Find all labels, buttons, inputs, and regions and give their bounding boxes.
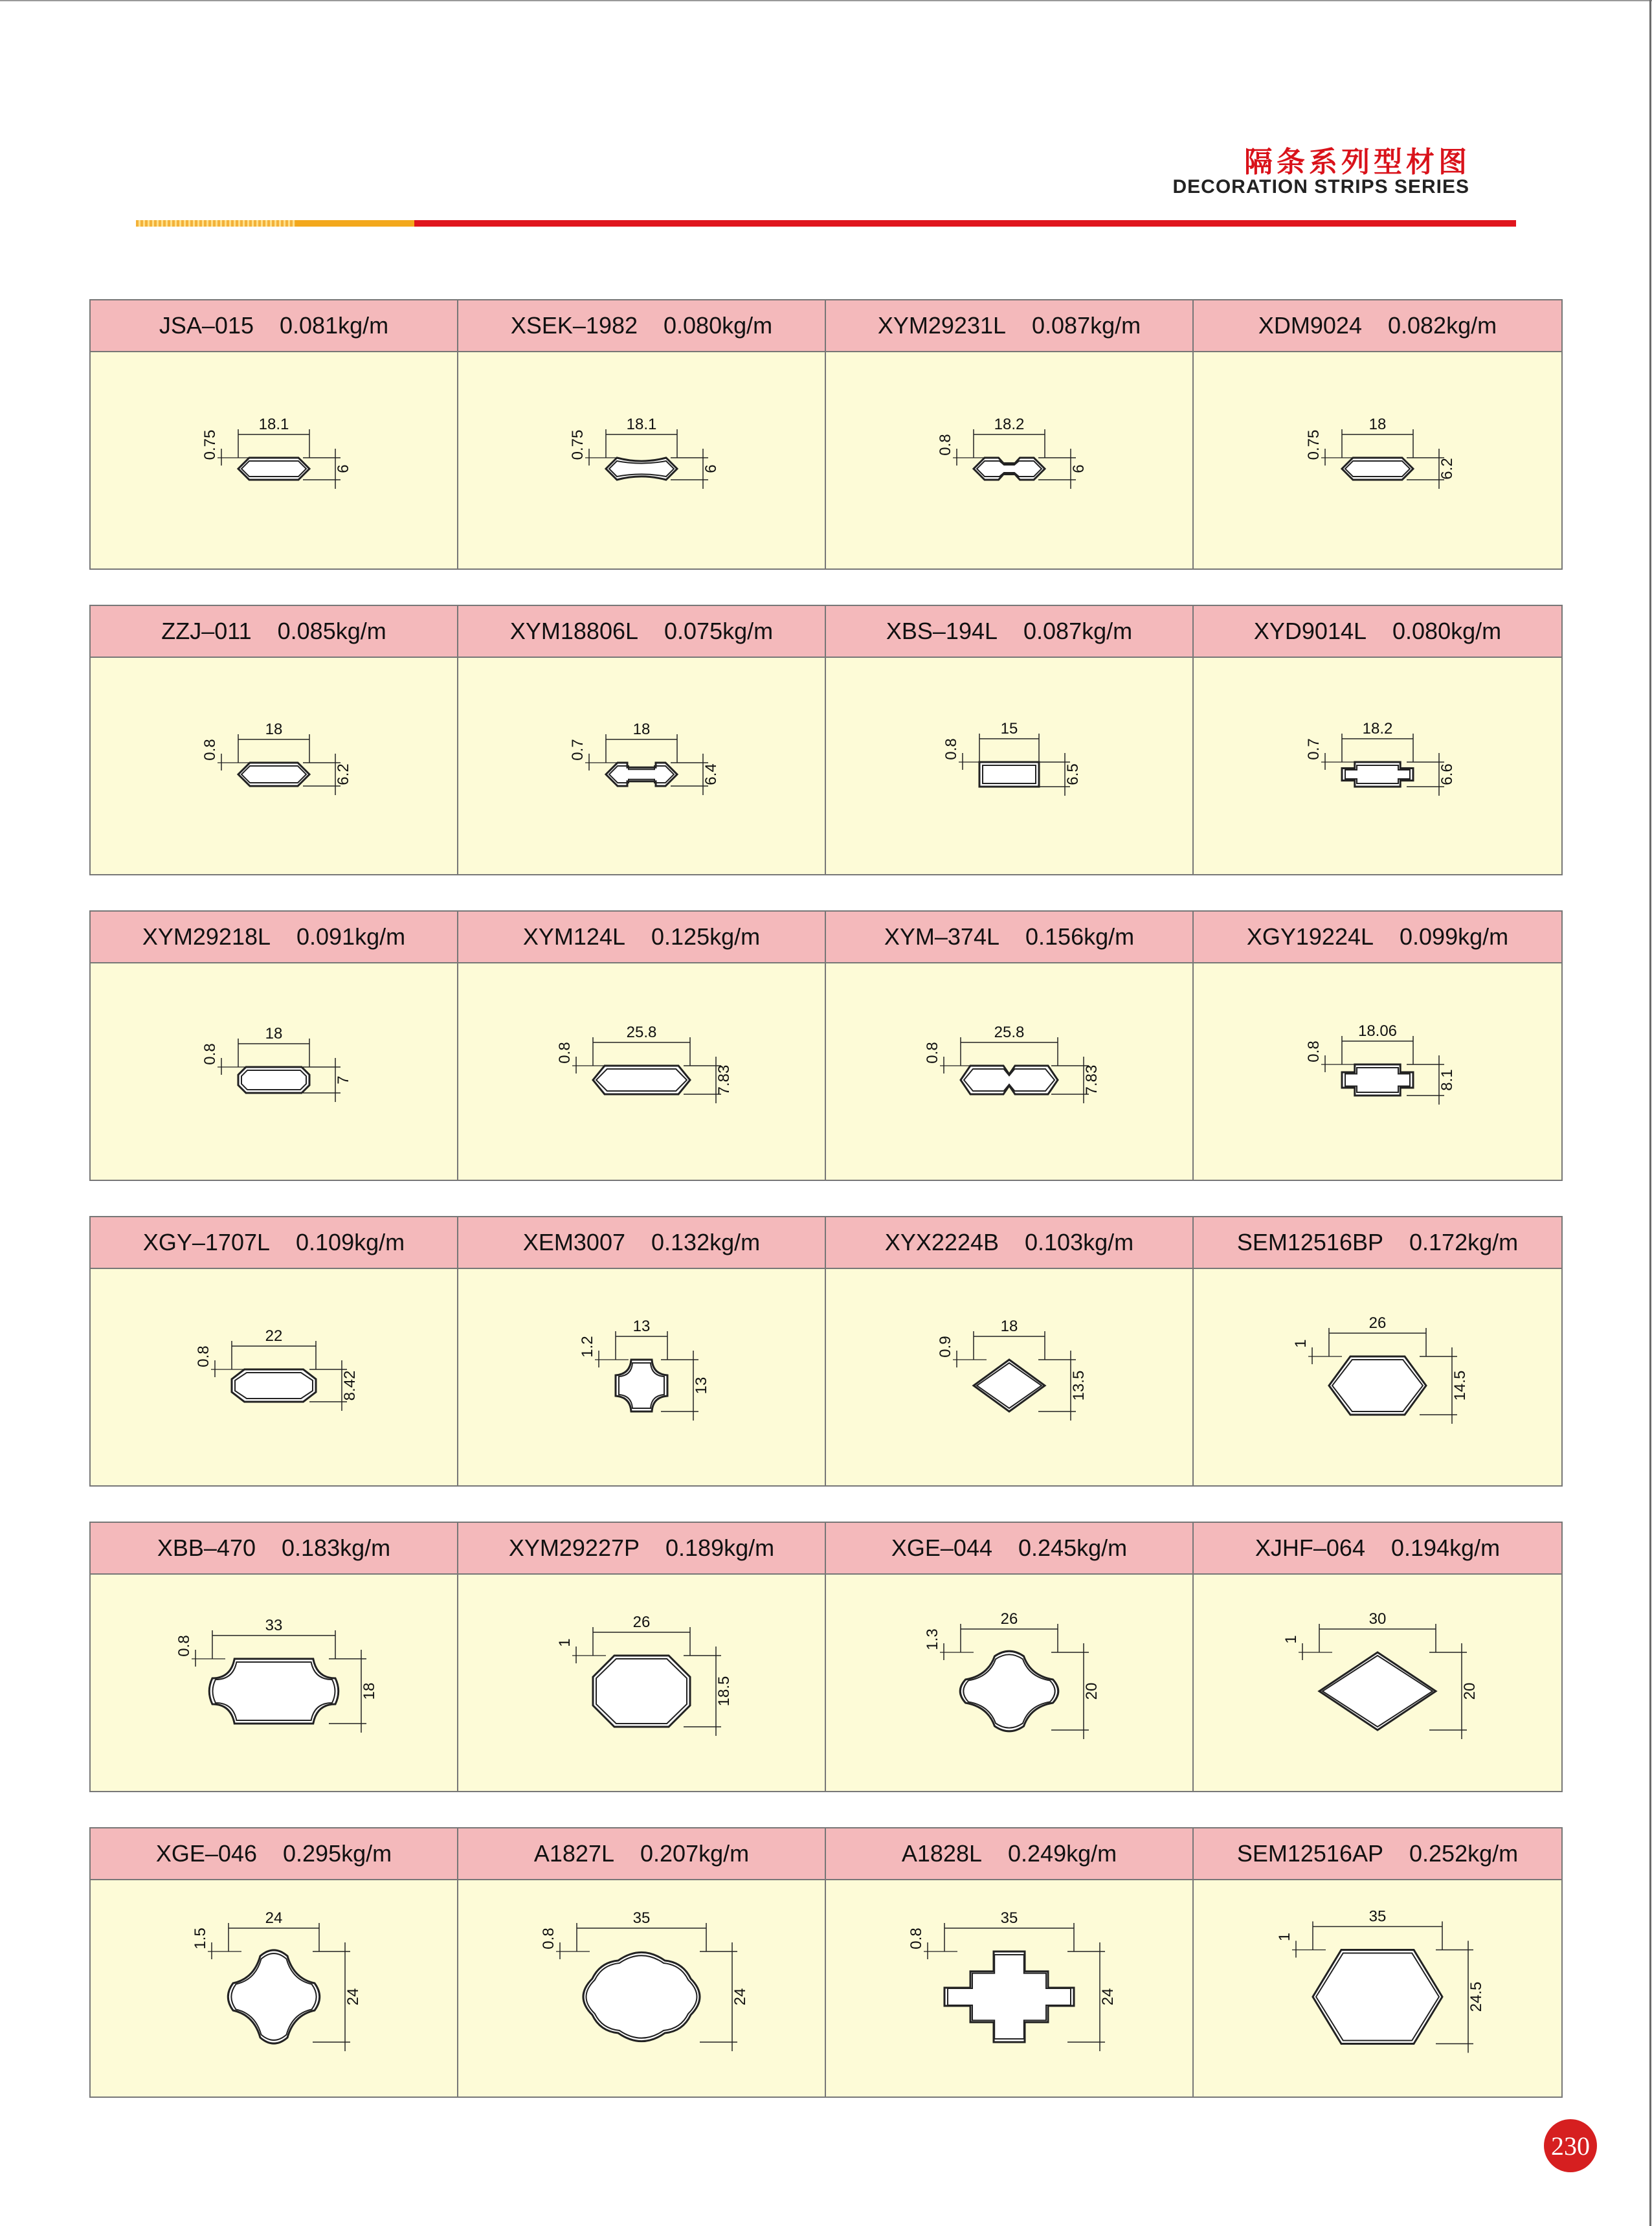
profile-outline <box>960 1651 1058 1731</box>
height-label: 18 <box>361 1682 378 1700</box>
wall-label: 0.8 <box>556 1042 574 1064</box>
profile-header <box>826 300 1192 352</box>
profile-header <box>826 1217 1192 1269</box>
height-label: 13.5 <box>1070 1370 1088 1401</box>
profile-code: XBS–194L <box>886 618 998 644</box>
profile-weight: 0.081kg/m <box>280 312 389 339</box>
profile-drawing-area <box>91 963 457 1180</box>
profile-weight: 0.109kg/m <box>296 1229 405 1255</box>
profile-code: XEM3007 <box>522 1229 625 1255</box>
profile-cell <box>458 1217 826 1485</box>
profile-drawing-area <box>1194 1575 1561 1791</box>
profile-cell <box>1194 1828 1561 2097</box>
profile-drawing-area <box>826 1880 1192 2097</box>
profile-header <box>91 1828 457 1880</box>
width-label: 35 <box>632 1909 651 1927</box>
profile-drawing-area <box>1194 1880 1561 2097</box>
profile-drawing <box>91 963 457 1180</box>
profile-header <box>826 1828 1192 1880</box>
profile-cell <box>458 606 826 874</box>
width-label: 18.2 <box>1362 720 1393 737</box>
profile-outline <box>616 1360 667 1411</box>
profile-header <box>826 606 1192 658</box>
height-label: 6.5 <box>1064 763 1082 785</box>
width-label: 24 <box>265 1909 283 1927</box>
header-rule-gold <box>295 220 414 227</box>
height-label: 7 <box>335 1075 352 1085</box>
width-label: 25.8 <box>626 1024 657 1041</box>
profile-drawing <box>1194 658 1561 874</box>
wall-label: 0.8 <box>943 738 960 760</box>
width-label: 18 <box>265 721 283 738</box>
profile-header <box>1194 300 1561 352</box>
profile-weight: 0.245kg/m <box>1018 1535 1128 1561</box>
profile-cell <box>826 1523 1194 1791</box>
wall-label: 1 <box>1292 1339 1310 1348</box>
width-label: 30 <box>1368 1610 1387 1628</box>
profile-header <box>458 1217 825 1269</box>
profile-cell <box>91 1523 458 1791</box>
profile-header <box>458 1828 825 1880</box>
width-label: 35 <box>1368 1907 1387 1926</box>
profile-code: XYX2224B <box>884 1229 999 1255</box>
profile-drawing <box>91 658 457 874</box>
profile-drawing-area <box>826 963 1192 1180</box>
profile-weight: 0.087kg/m <box>1032 312 1141 339</box>
profile-weight: 0.080kg/m <box>1392 618 1502 644</box>
profile-weight: 0.125kg/m <box>651 923 761 950</box>
width-label: 26 <box>1000 1610 1018 1628</box>
profile-code: ZZJ–011 <box>161 618 252 644</box>
profile-cell <box>1194 1217 1561 1485</box>
height-label: 14.5 <box>1451 1370 1469 1401</box>
profile-drawing <box>826 1575 1192 1791</box>
height-label: 8.1 <box>1438 1069 1456 1091</box>
profile-outline <box>1319 1652 1436 1730</box>
profile-code: XYM124L <box>522 923 625 950</box>
height-label: 18.5 <box>715 1676 733 1707</box>
profile-weight: 0.082kg/m <box>1387 312 1497 339</box>
height-label: 20 <box>1083 1682 1100 1700</box>
profile-drawing-area <box>91 1269 457 1485</box>
profile-code: XYD9014L <box>1253 618 1367 644</box>
profile-drawing-area <box>91 1575 457 1791</box>
profile-code: XGY–1707L <box>142 1229 271 1255</box>
profile-outline <box>593 1066 690 1094</box>
height-label: 24.5 <box>1468 1981 1485 2012</box>
profile-header <box>826 912 1192 963</box>
profile-drawing <box>826 658 1192 874</box>
width-label: 18 <box>1000 1318 1018 1335</box>
width-label: 18.1 <box>626 416 657 433</box>
width-label: 25.8 <box>994 1024 1025 1041</box>
height-label: 6.4 <box>702 763 720 785</box>
profile-cell <box>91 912 458 1180</box>
profile-header <box>1194 912 1561 963</box>
wall-label: 0.7 <box>569 739 586 761</box>
profile-drawing-area <box>458 1269 825 1485</box>
height-label: 6 <box>335 464 352 473</box>
width-label: 18.1 <box>258 416 289 433</box>
profile-header <box>1194 606 1561 658</box>
height-label: 6.2 <box>335 763 352 785</box>
profile-weight: 0.075kg/m <box>664 618 774 644</box>
profile-drawing-area <box>826 658 1192 874</box>
profile-drawing <box>1194 1269 1561 1485</box>
width-label: 26 <box>1368 1314 1387 1332</box>
profile-code: XGE–046 <box>155 1840 257 1867</box>
profile-outline <box>961 1066 1058 1094</box>
width-label: 35 <box>1000 1909 1018 1927</box>
profile-cell <box>1194 300 1561 568</box>
profile-drawing <box>91 1269 457 1485</box>
profile-weight: 0.099kg/m <box>1400 923 1509 950</box>
profile-row <box>89 1827 1563 2098</box>
width-label: 22 <box>265 1327 283 1345</box>
width-label: 26 <box>632 1613 651 1631</box>
profile-drawing-area <box>91 658 457 874</box>
profile-cell <box>826 606 1194 874</box>
profile-drawing <box>1194 1880 1561 2097</box>
profile-drawing <box>91 352 457 568</box>
profile-code: XYM29218L <box>142 923 271 950</box>
profile-weight: 0.156kg/m <box>1025 923 1135 950</box>
wall-label: 1 <box>1276 1932 1293 1942</box>
profile-code: XDM9024 <box>1258 312 1362 339</box>
profile-drawing <box>1194 1575 1561 1791</box>
profile-weight: 0.183kg/m <box>282 1535 391 1561</box>
profile-drawing-area <box>826 1269 1192 1485</box>
height-label: 8.42 <box>341 1370 359 1401</box>
wall-label: 1.2 <box>579 1336 596 1358</box>
profile-header <box>1194 1217 1561 1269</box>
header-rule-red <box>414 220 1516 227</box>
height-label: 24 <box>1099 1988 1117 2006</box>
profile-code: XYM–374L <box>884 923 999 950</box>
width-label: 18.2 <box>994 416 1025 433</box>
profile-weight: 0.207kg/m <box>640 1840 750 1867</box>
profile-cell <box>91 1828 458 2097</box>
height-label: 24 <box>731 1988 749 2006</box>
profile-cell <box>91 1217 458 1485</box>
wall-label: 0.75 <box>1305 429 1323 460</box>
profile-weight: 0.085kg/m <box>277 618 386 644</box>
profile-drawing-area <box>458 1880 825 2097</box>
profile-cell <box>458 1828 826 2097</box>
wall-label: 0.8 <box>201 739 219 761</box>
profile-weight: 0.103kg/m <box>1025 1229 1134 1255</box>
page-title-english: DECORATION STRIPS SERIES <box>1172 176 1469 197</box>
wall-label: 0.7 <box>1305 738 1323 760</box>
profile-drawing <box>1194 352 1561 568</box>
profile-weight: 0.252kg/m <box>1409 1840 1519 1867</box>
wall-label: 0.8 <box>201 1043 219 1065</box>
profile-header <box>91 912 457 963</box>
profile-row <box>89 605 1563 875</box>
header-rule-dotted <box>136 220 295 227</box>
profile-header <box>458 1523 825 1575</box>
profile-weight: 0.091kg/m <box>296 923 406 950</box>
profile-code: XJHF–064 <box>1255 1535 1365 1561</box>
profile-header <box>826 1523 1192 1575</box>
profile-weight: 0.249kg/m <box>1008 1840 1117 1867</box>
page-right-border <box>1649 0 1651 2226</box>
profile-drawing <box>458 352 825 568</box>
wall-label: 0.8 <box>908 1928 925 1950</box>
profile-code: SEM12516AP <box>1236 1840 1384 1867</box>
page-top-border <box>0 0 1652 1</box>
profile-drawing <box>1194 963 1561 1180</box>
profile-drawing <box>91 1575 457 1791</box>
profile-drawing <box>458 1880 825 2097</box>
profile-drawing-area <box>458 1575 825 1791</box>
profile-header <box>1194 1828 1561 1880</box>
profile-drawing <box>458 1575 825 1791</box>
wall-label: 1.5 <box>192 1928 209 1950</box>
height-label: 7.83 <box>1083 1064 1100 1096</box>
height-label: 7.83 <box>715 1064 733 1096</box>
profile-weight: 0.194kg/m <box>1390 1535 1501 1561</box>
width-label: 15 <box>1000 720 1018 737</box>
profile-header <box>458 912 825 963</box>
profile-outline <box>1313 1950 1442 2044</box>
width-label: 18 <box>1368 416 1387 433</box>
width-label: 18 <box>632 721 651 738</box>
wall-label: 0.8 <box>540 1928 557 1950</box>
profile-header <box>1194 1523 1561 1575</box>
profile-drawing <box>458 963 825 1180</box>
profile-drawing-area <box>91 1880 457 2097</box>
profile-drawing-area <box>826 1575 1192 1791</box>
profile-cell <box>91 606 458 874</box>
height-label: 20 <box>1461 1682 1479 1700</box>
profile-drawing-area <box>458 352 825 568</box>
profile-drawing-area <box>1194 963 1561 1180</box>
height-label: 6 <box>702 464 720 473</box>
profile-header <box>91 300 457 352</box>
profile-weight: 0.080kg/m <box>664 312 773 339</box>
profile-row <box>89 1216 1563 1487</box>
profile-drawing <box>826 1880 1192 2097</box>
profile-drawing-area <box>1194 352 1561 568</box>
profile-outline <box>944 1951 1074 2042</box>
profile-drawing-area <box>1194 658 1561 874</box>
profile-outline <box>974 1360 1045 1411</box>
profile-row <box>89 1522 1563 1792</box>
profile-cell <box>458 300 826 568</box>
profile-drawing-area <box>1194 1269 1561 1485</box>
profile-row <box>89 299 1563 570</box>
profile-cell <box>826 912 1194 1180</box>
width-label: 18.06 <box>1357 1022 1398 1040</box>
profile-outline <box>1329 1356 1426 1415</box>
profile-code: XGY19224L <box>1246 923 1374 950</box>
profile-code: A1828L <box>901 1840 982 1867</box>
profile-weight: 0.132kg/m <box>651 1229 761 1255</box>
profile-code: XGE–044 <box>891 1535 992 1561</box>
profile-cell <box>1194 606 1561 874</box>
profile-cell <box>458 912 826 1180</box>
profile-weight: 0.189kg/m <box>665 1535 775 1561</box>
profile-drawing <box>826 963 1192 1180</box>
wall-label: 0.8 <box>195 1345 212 1367</box>
profile-outline <box>228 1950 319 2043</box>
profile-outline <box>209 1659 339 1724</box>
width-label: 13 <box>632 1318 651 1335</box>
wall-label: 0.75 <box>569 429 586 460</box>
wall-label: 1 <box>556 1638 574 1647</box>
width-label: 18 <box>265 1025 283 1042</box>
width-label: 33 <box>265 1617 283 1634</box>
profile-cell <box>826 1217 1194 1485</box>
profile-code: XYM29227P <box>508 1535 640 1561</box>
profile-weight: 0.295kg/m <box>283 1840 392 1867</box>
profile-header <box>458 300 825 352</box>
profile-drawing <box>91 1880 457 2097</box>
profile-cell <box>91 300 458 568</box>
wall-label: 0.8 <box>924 1042 941 1064</box>
height-label: 6.2 <box>1438 458 1456 480</box>
profile-code: XBB–470 <box>157 1535 256 1561</box>
profile-drawing <box>826 352 1192 568</box>
profile-drawing-area <box>458 963 825 1180</box>
wall-label: 1 <box>1282 1635 1300 1644</box>
profile-drawing-area <box>458 658 825 874</box>
profile-header <box>91 1217 457 1269</box>
profile-outline <box>583 1952 700 2041</box>
profile-code: SEM12516BP <box>1236 1229 1384 1255</box>
wall-label: 0.75 <box>201 429 219 460</box>
profile-row <box>89 910 1563 1181</box>
profile-header <box>91 1523 457 1575</box>
profile-drawing <box>458 658 825 874</box>
height-label: 24 <box>344 1988 362 2006</box>
profile-drawing <box>458 1269 825 1485</box>
profile-cell <box>826 300 1194 568</box>
height-label: 13 <box>693 1377 710 1395</box>
wall-label: 0.9 <box>937 1336 954 1358</box>
profile-cell <box>826 1828 1194 2097</box>
profile-header <box>91 606 457 658</box>
profile-outline <box>593 1656 690 1727</box>
profile-code: XSEK–1982 <box>510 312 638 339</box>
profile-weight: 0.172kg/m <box>1409 1229 1519 1255</box>
profile-code: XYM29231L <box>877 312 1007 339</box>
profile-code: XYM18806L <box>509 618 639 644</box>
height-label: 6 <box>1070 464 1088 473</box>
page-number-badge: 230 <box>1544 2119 1597 2172</box>
wall-label: 0.8 <box>175 1635 193 1657</box>
wall-label: 0.8 <box>1305 1040 1323 1062</box>
profile-drawing-area <box>826 352 1192 568</box>
wall-label: 1.3 <box>924 1628 941 1650</box>
page-title-chinese: 隔条系列型材图 <box>1244 146 1471 179</box>
height-label: 6.6 <box>1438 763 1456 785</box>
wall-label: 0.8 <box>937 434 954 456</box>
profile-code: JSA–015 <box>159 312 254 339</box>
profile-header <box>458 606 825 658</box>
profile-code: A1827L <box>533 1840 614 1867</box>
profile-weight: 0.087kg/m <box>1023 618 1133 644</box>
profile-cell <box>458 1523 826 1791</box>
profile-cell <box>1194 912 1561 1180</box>
profile-cell <box>1194 1523 1561 1791</box>
profile-drawing <box>826 1269 1192 1485</box>
profile-outline <box>1342 1064 1413 1096</box>
profile-drawing-area <box>91 352 457 568</box>
